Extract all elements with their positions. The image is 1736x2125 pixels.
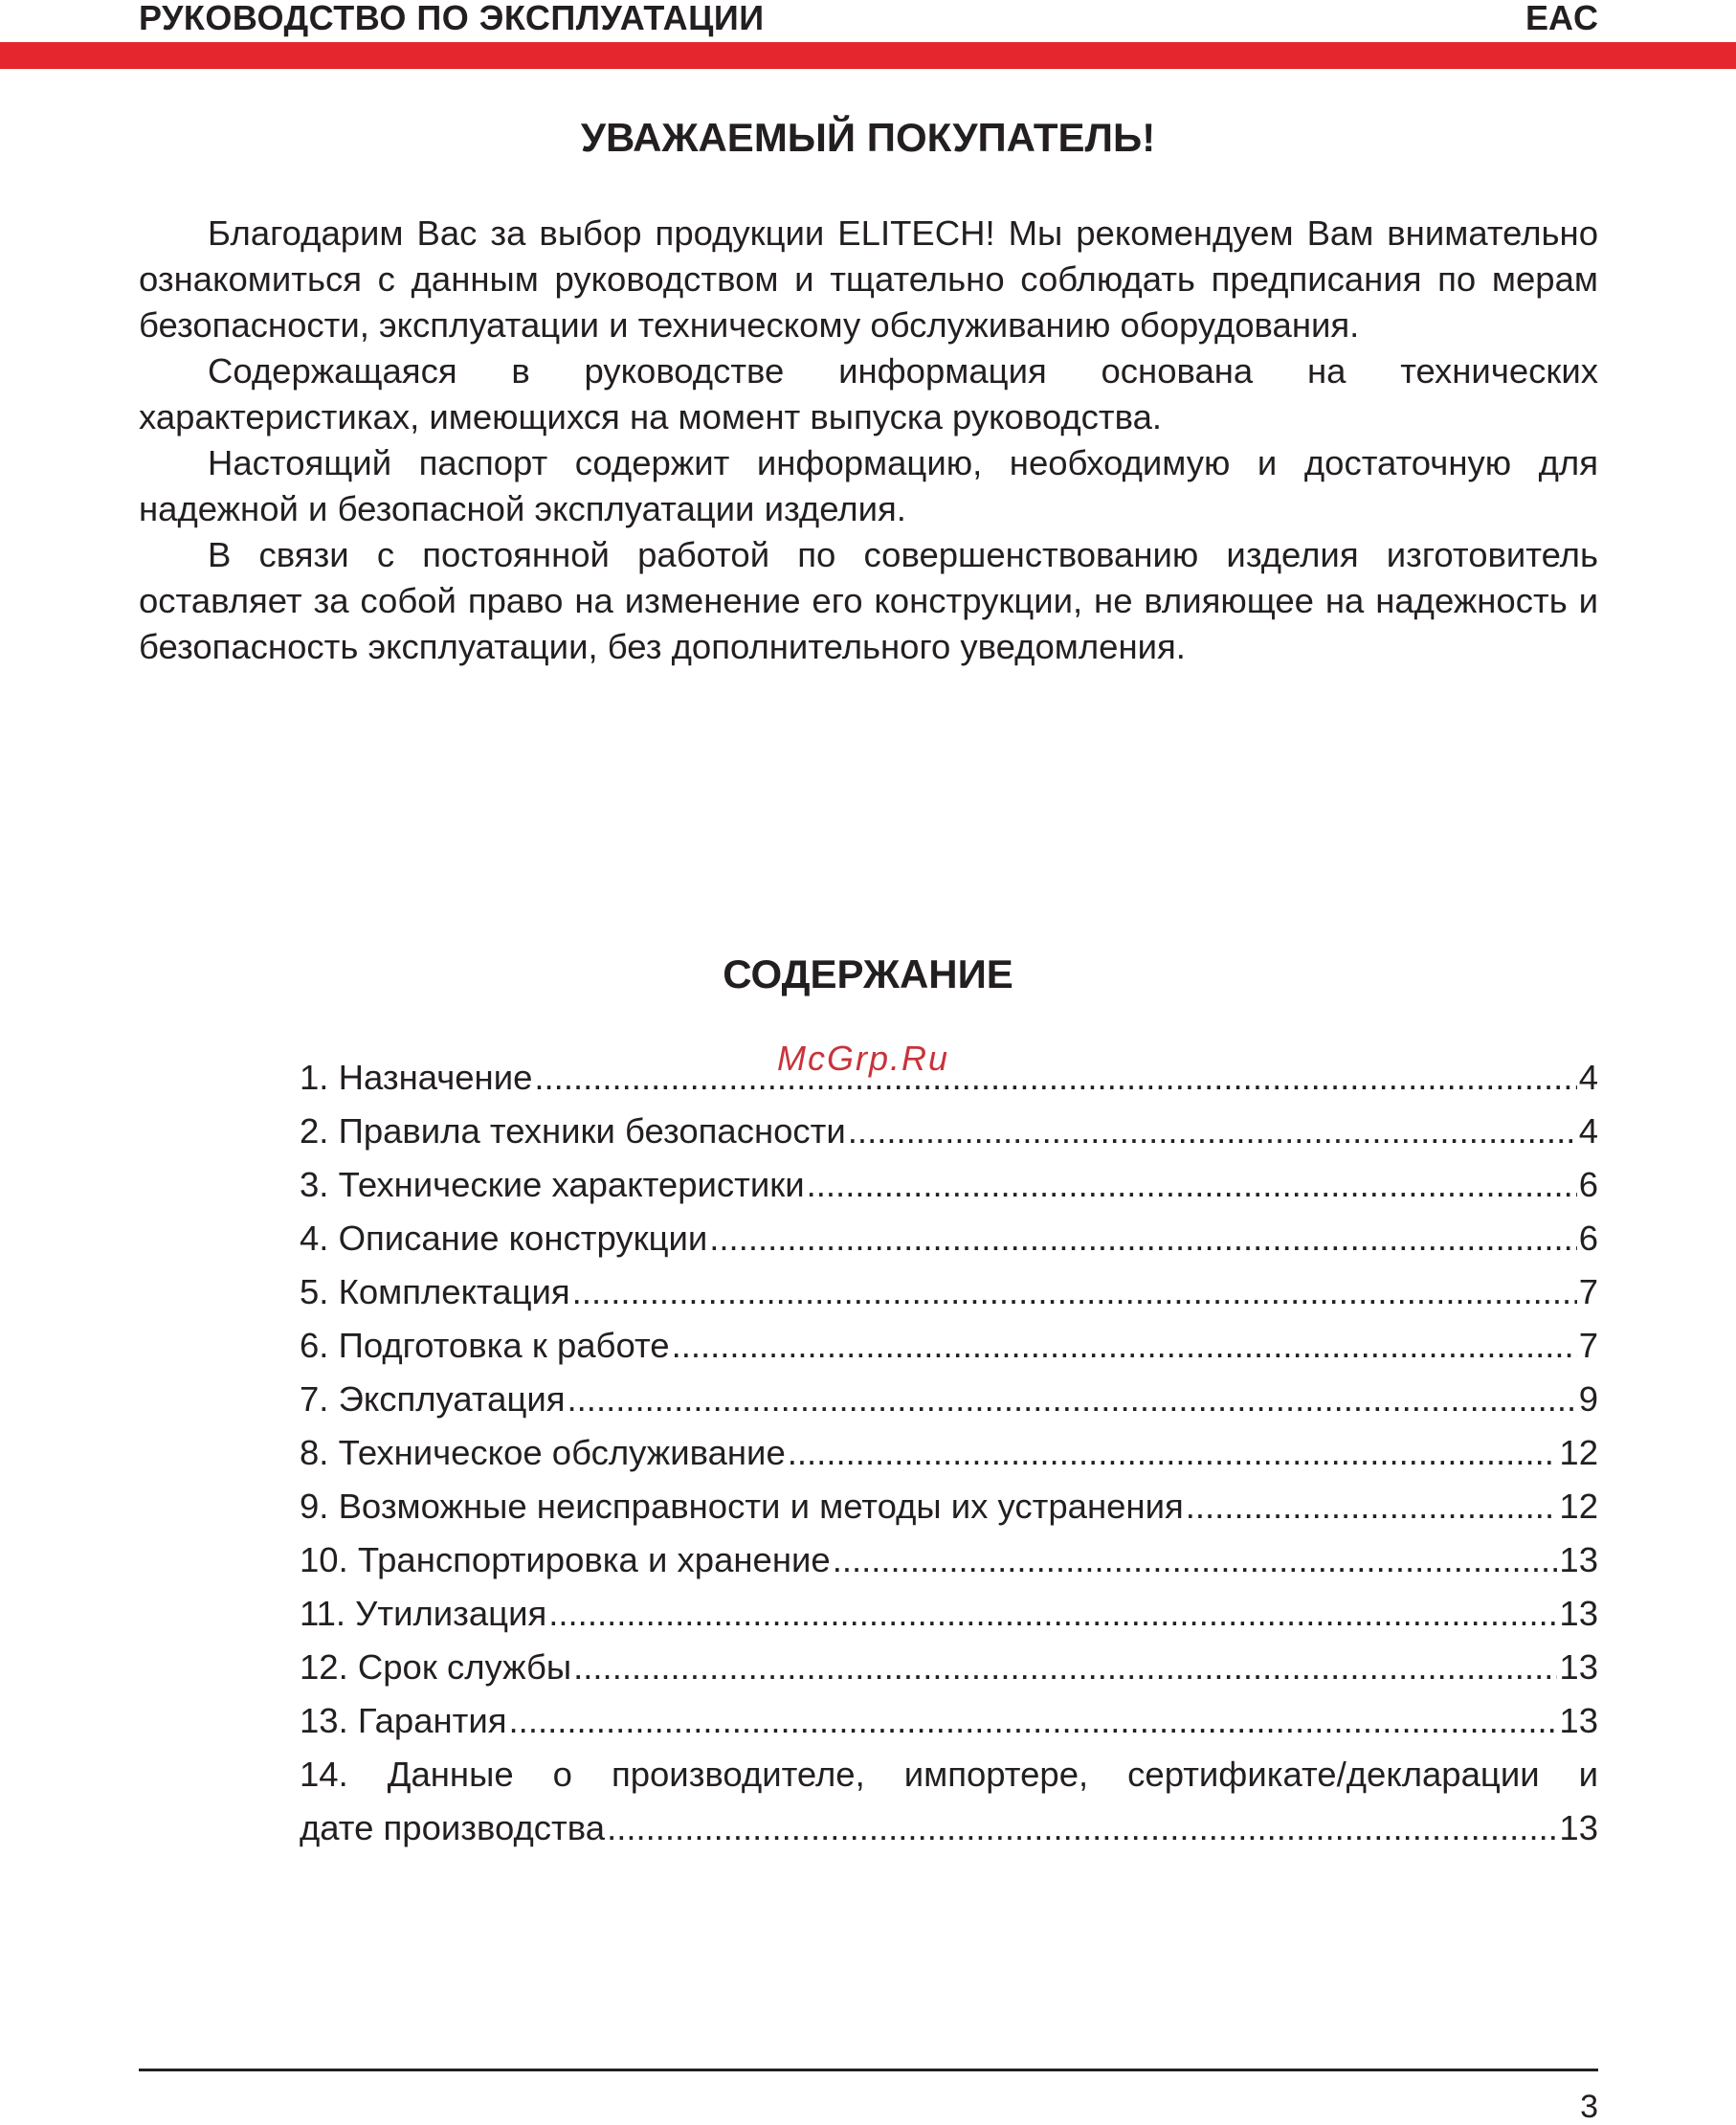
toc-leader-dots [807,1158,1577,1212]
toc-entry-label: 4. Описание конструкции [300,1219,708,1258]
toc-entry-label: 12. Срок службы [300,1647,572,1687]
toc-entry-label: 6. Подготовка к работе [300,1326,670,1365]
toc-entry-page: 13 [1559,1701,1598,1740]
toc-entry[interactable] [300,1319,1598,1373]
toc-entry[interactable] [300,1480,1598,1533]
toc-entry[interactable] [300,1694,1598,1748]
toc-entry[interactable] [300,1265,1598,1319]
toc-entry[interactable] [300,1426,1598,1480]
toc-entry-page: 12 [1559,1487,1598,1526]
table-of-contents [300,1051,1598,1855]
toc-heading: СОДЕРЖАНИЕ [723,951,1013,996]
toc-leader-dots [509,1694,1558,1748]
header-red-bar [0,42,1736,69]
intro-paragraph: В связи с постоянной работой по совершенствованию изделия изготовитель оставляет за собой право на изменение его конструкции, не влияющее на надежность и безопасность эксплуатации, без дополнительного уведомления. [139,535,1598,666]
toc-entry-page: 6 [1578,1165,1598,1204]
toc-leader-dots [709,1212,1576,1265]
toc-entry-page: 13 [1559,1647,1598,1687]
toc-entry-page: 13 [1559,1594,1598,1633]
toc-entry-label: 9. Возможные неисправности и методы их устранения [300,1487,1184,1526]
toc-entry-page: 13 [1559,1540,1598,1579]
intro-paragraph: Настоящий паспорт содержит информацию, необходимую и достаточную для надежной и безопасной эксплуатации изделия. [139,443,1598,528]
toc-leader-dots [848,1105,1577,1158]
toc-entry-label: 11. Утилизация [300,1594,547,1633]
intro-paragraph: Благодарим Вас за выбор продукции ELITECH! Мы рекомендуем Вам внимательно ознакомиться с данным руководством и тщательно соблюдать предписания по мерам безопасности, эксплуатации и техническому обслуживанию оборудования. [139,213,1598,345]
toc-entry-label: 8. Техническое обслуживание [300,1433,786,1472]
manual-title: РУКОВОДСТВО ПО ЭКСПЛУАТАЦИИ [139,0,765,37]
greeting-heading: УВАЖАЕМЫЙ ПОКУПАТЕЛЬ! [580,115,1156,160]
toc-leader-dots [534,1051,1576,1105]
toc-entry-label: 13. Гарантия [300,1701,507,1740]
page-number: 3 [1580,2089,1598,2125]
toc-entry-label: 2. Правила техники безопасности [300,1111,846,1151]
toc-entry-label: 10. Транспортировка и хранение [300,1540,831,1579]
toc-leader-dots [568,1373,1577,1426]
toc-entry-page: 13 [1559,1808,1598,1847]
toc-entry[interactable] [300,1105,1598,1158]
toc-leader-dots [573,1641,1557,1694]
toc-leader-dots [672,1319,1577,1373]
toc-leader-dots [1186,1480,1558,1533]
toc-leader-dots [572,1265,1577,1319]
intro-paragraph: Содержащаяся в руководстве информация основана на технических характеристиках, имеющихся на момент выпуска руководства. [139,351,1598,436]
toc-leader-dots [833,1533,1558,1587]
toc-entry-label: 1. Назначение [300,1058,533,1097]
toc-entry[interactable] [300,1641,1598,1694]
toc-entry-page: 9 [1578,1379,1598,1419]
toc-entry-label: 5. Комплектация [300,1272,570,1311]
toc-entry-page: 4 [1578,1058,1598,1097]
toc-entry-page: 12 [1559,1433,1598,1472]
toc-entry[interactable] [300,1212,1598,1265]
toc-leader-dots [548,1587,1557,1641]
site-watermark: McGrp.Ru [777,1039,950,1078]
toc-entry[interactable] [300,1587,1598,1641]
eac-certification-mark: EAC [1525,0,1599,37]
toc-entry-label: дате производства [300,1808,606,1847]
toc-entry-page: 7 [1578,1326,1598,1365]
toc-entry-multiline[interactable] [300,1748,1598,1855]
toc-entry[interactable] [300,1533,1598,1587]
toc-entry-page: 7 [1578,1272,1598,1311]
toc-entry-page: 4 [1578,1111,1598,1151]
toc-entry-label: 14. Данные о производителе, импортере, сертификате/декларации и [300,1755,1598,1794]
toc-leader-dots [607,1801,1557,1855]
toc-entry-label: 3. Технические характеристики [300,1165,805,1204]
footer-divider [139,2069,1598,2071]
intro-text [139,211,1598,670]
toc-entry[interactable] [300,1373,1598,1426]
toc-entry-continuation [300,1801,1598,1855]
toc-leader-dots [788,1426,1558,1480]
toc-entry-label: 7. Эксплуатация [300,1379,566,1419]
toc-entry[interactable] [300,1158,1598,1212]
toc-entry-page: 6 [1578,1219,1598,1258]
